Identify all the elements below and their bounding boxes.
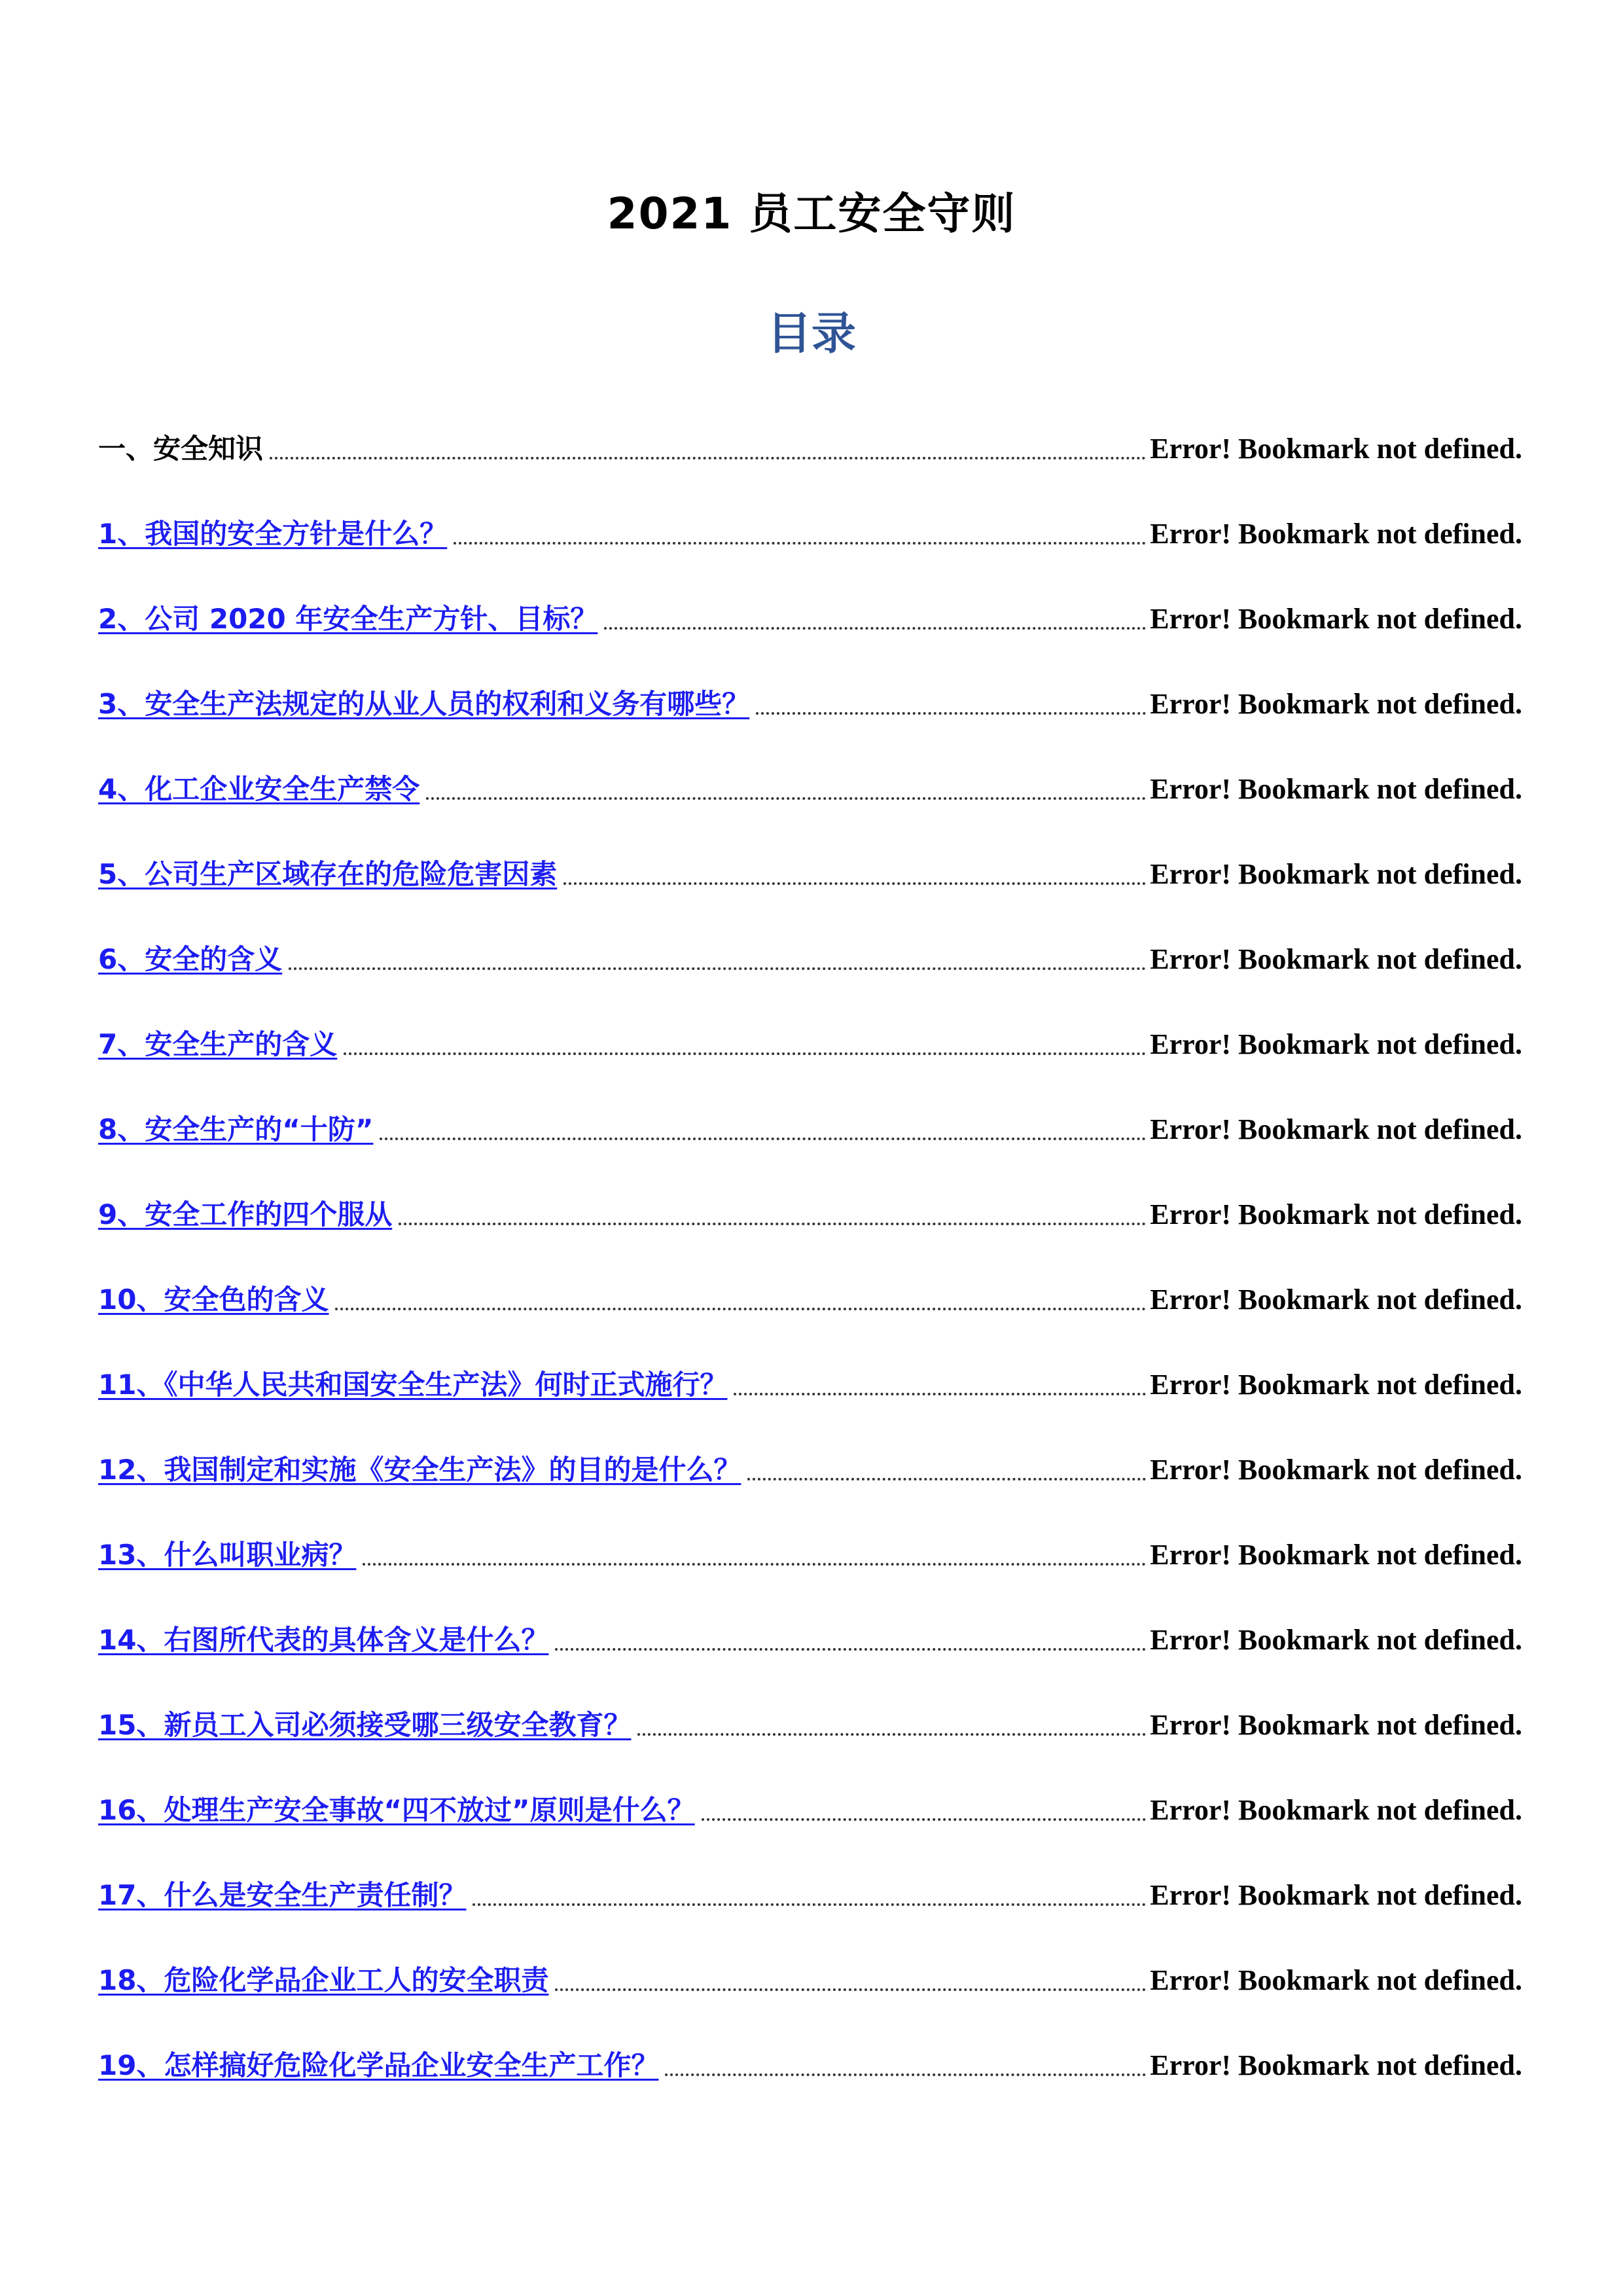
toc-page-reference: Error! Bookmark not defined.	[1150, 433, 1522, 465]
toc-entry-link[interactable]: 19、怎样搞好危险化学品企业安全生产工作？	[98, 2049, 659, 2081]
toc-entry-link[interactable]: 1、我国的安全方针是什么？	[98, 518, 448, 550]
toc-entry-link[interactable]: 4、化工企业安全生产禁令	[98, 773, 420, 805]
toc-entry[interactable]	[98, 1499, 1522, 1584]
toc-entry[interactable]	[98, 648, 1522, 733]
toc-entry[interactable]	[98, 1839, 1522, 1924]
toc-entry[interactable]	[98, 1158, 1522, 1244]
toc-page-reference: Error! Bookmark not defined.	[1150, 603, 1522, 635]
toc-page-reference: Error! Bookmark not defined.	[1150, 1283, 1522, 1316]
toc-dot-leader	[702, 1818, 1147, 1821]
toc-entry-link[interactable]: 18、危险化学品企业工人的安全职责	[98, 1964, 549, 1996]
toc-entry-link[interactable]: 3、安全生产法规定的从业人员的权利和义务有哪些？	[98, 688, 750, 720]
toc-entry	[98, 393, 1522, 478]
toc-page-reference: Error! Bookmark not defined.	[1150, 1964, 1522, 1996]
toc-page-reference: Error! Bookmark not defined.	[1150, 943, 1522, 975]
toc-entry-link[interactable]: 8、安全生产的“十防”	[98, 1113, 374, 1145]
toc-section-label: 一、安全知识	[98, 433, 264, 465]
toc-page-reference: Error! Bookmark not defined.	[1150, 1369, 1522, 1401]
toc-entry-link[interactable]: 2、公司 2020 年安全生产方针、目标？	[98, 603, 598, 635]
toc-entry[interactable]	[98, 1329, 1522, 1414]
toc-entry-link[interactable]: 10、安全色的含义	[98, 1283, 329, 1316]
toc-entry[interactable]	[98, 903, 1522, 988]
toc-page-reference: Error! Bookmark not defined.	[1150, 1794, 1522, 1826]
toc-entry[interactable]	[98, 1073, 1522, 1158]
toc-entry[interactable]	[98, 818, 1522, 903]
toc-entry[interactable]	[98, 1669, 1522, 1754]
toc-entry[interactable]	[98, 2009, 1522, 2094]
toc-entry-link[interactable]: 13、什么叫职业病？	[98, 1539, 357, 1571]
toc-dot-leader	[426, 797, 1146, 800]
toc-page-reference: Error! Bookmark not defined.	[1150, 1454, 1522, 1486]
document-title: 2021 员工安全守则	[607, 188, 1016, 239]
toc-entry-link[interactable]: 12、我国制定和实施《安全生产法》的目的是什么？	[98, 1454, 741, 1486]
toc-page-reference: Error! Bookmark not defined.	[1150, 858, 1522, 890]
toc-page-reference: Error! Bookmark not defined.	[1150, 1198, 1522, 1230]
toc-page-reference: Error! Bookmark not defined.	[1150, 518, 1522, 550]
toc-dot-leader	[454, 542, 1146, 545]
toc-entry-link[interactable]: 9、安全工作的四个服从	[98, 1198, 393, 1230]
toc-dot-leader	[563, 882, 1146, 885]
toc-entry[interactable]	[98, 988, 1522, 1073]
toc-heading: 目录	[766, 308, 856, 360]
toc-page-reference: Error! Bookmark not defined.	[1150, 773, 1522, 805]
toc-page-reference: Error! Bookmark not defined.	[1150, 2049, 1522, 2081]
toc-page-reference: Error! Bookmark not defined.	[1150, 1624, 1522, 1656]
toc-entry[interactable]	[98, 1414, 1522, 1499]
toc-entry[interactable]	[98, 1924, 1522, 2009]
toc-page-reference: Error! Bookmark not defined.	[1150, 1709, 1522, 1741]
toc-dot-leader	[344, 1052, 1146, 1055]
toc-dot-leader	[473, 1903, 1146, 1906]
toc-page-reference: Error! Bookmark not defined.	[1150, 688, 1522, 720]
toc-entry[interactable]	[98, 563, 1522, 648]
toc-dot-leader	[604, 627, 1146, 630]
toc-dot-leader	[756, 712, 1146, 715]
toc-dot-leader	[734, 1393, 1146, 1395]
toc-dot-leader	[747, 1478, 1146, 1480]
toc-dot-leader	[665, 2073, 1146, 2076]
toc-page-reference: Error! Bookmark not defined.	[1150, 1028, 1522, 1060]
toc-entry[interactable]	[98, 1754, 1522, 1839]
toc-page-reference: Error! Bookmark not defined.	[1150, 1113, 1522, 1145]
toc-entry-link[interactable]: 14、右图所代表的具体含义是什么？	[98, 1624, 549, 1656]
toc-entry-link[interactable]: 6、安全的含义	[98, 943, 283, 975]
toc-entry-link[interactable]: 16、处理生产安全事故“四不放过”原则是什么？	[98, 1794, 695, 1826]
toc-entry[interactable]	[98, 1244, 1522, 1329]
table-of-contents	[98, 393, 1522, 2094]
toc-entry[interactable]	[98, 478, 1522, 563]
toc-entry-link[interactable]: 11、《中华人民共和国安全生产法》何时正式施行？	[98, 1369, 728, 1401]
toc-dot-leader	[637, 1733, 1146, 1736]
toc-dot-leader	[289, 967, 1146, 970]
toc-page-reference: Error! Bookmark not defined.	[1150, 1539, 1522, 1571]
toc-dot-leader	[555, 1648, 1146, 1651]
toc-page-reference: Error! Bookmark not defined.	[1150, 1879, 1522, 1911]
toc-dot-leader	[380, 1138, 1146, 1140]
toc-entry[interactable]	[98, 733, 1522, 818]
toc-entry-link[interactable]: 15、新员工入司必须接受哪三级安全教育？	[98, 1709, 632, 1741]
toc-dot-leader	[363, 1563, 1146, 1566]
toc-dot-leader	[555, 1988, 1146, 1991]
toc-dot-leader	[270, 457, 1146, 459]
toc-entry-link[interactable]: 5、公司生产区域存在的危险危害因素	[98, 858, 558, 890]
toc-entry[interactable]	[98, 1584, 1522, 1669]
toc-dot-leader	[335, 1308, 1146, 1310]
toc-dot-leader	[399, 1223, 1146, 1225]
toc-entry-link[interactable]: 17、什么是安全生产责任制？	[98, 1879, 467, 1911]
toc-entry-link[interactable]: 7、安全生产的含义	[98, 1028, 338, 1060]
